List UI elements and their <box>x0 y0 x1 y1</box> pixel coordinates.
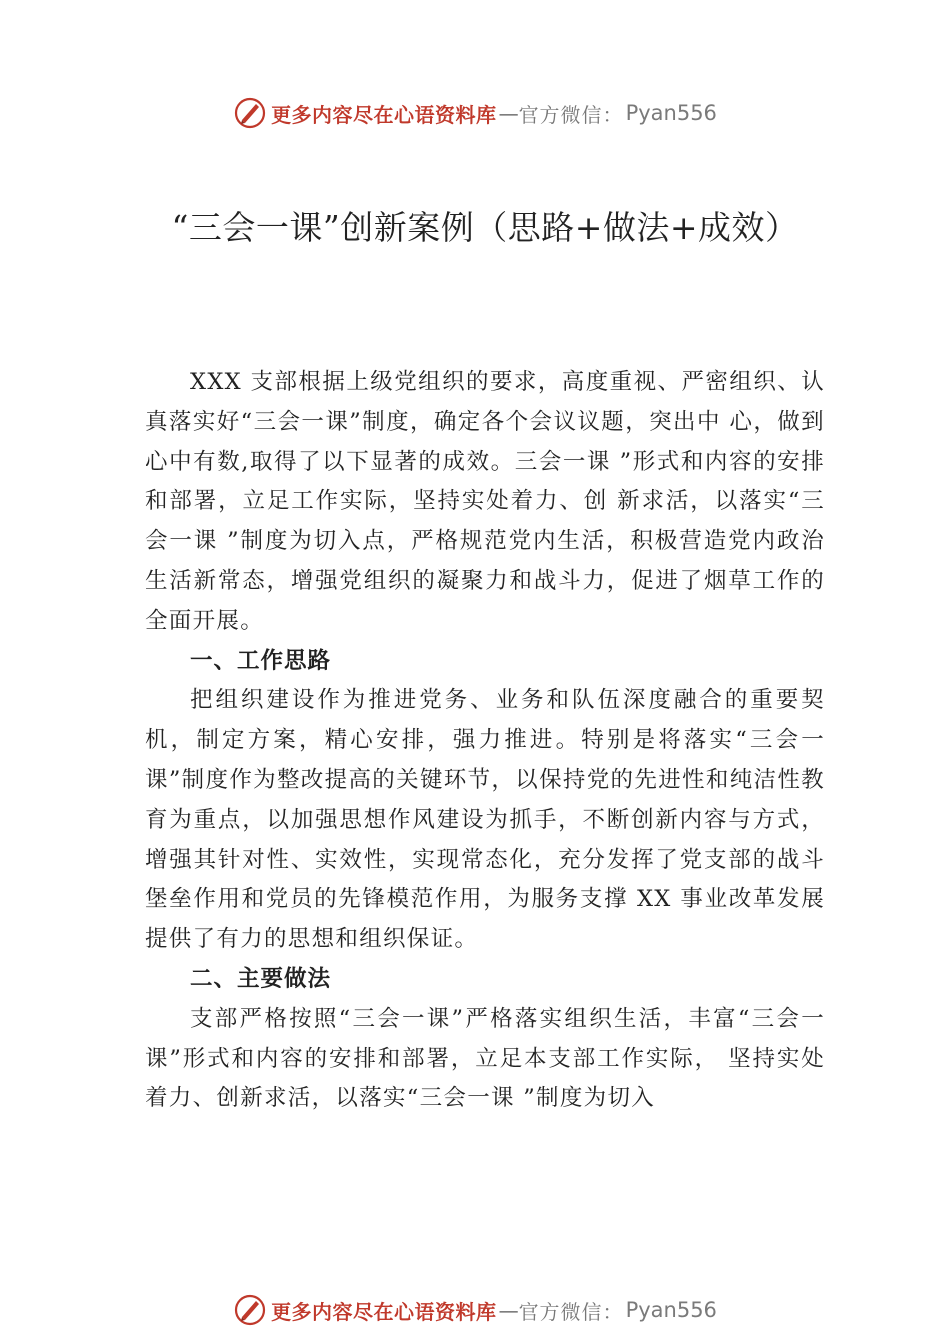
brand-logo-icon <box>233 1293 267 1327</box>
banner-text: 更多内容尽在心语资料库 <box>271 102 497 127</box>
intro-paragraph: XXX 支部根据上级党组织的要求，高度重视、严密组织、认真落实好“三会一课”制度，确定各个会议议题，突出中 心，做到心中有数,取得了以下显著的成效。三会一课 ”形式和内容的安排和部署，立足工作实际，坚持实处着力、创 新求活，以落实“三会一课 ”制度为切入点，严格规范党内生活，积极营造党内政治生活新常态，增强党组织的凝聚力和战斗力，促进了烟草工作的全面开展。 <box>145 369 825 634</box>
header-banner <box>0 93 950 133</box>
section-heading-work-ideas: 一、工作思路 <box>190 647 332 674</box>
banner-separator: — <box>498 1298 519 1322</box>
banner-wechat-id: Pyan556 <box>625 101 717 125</box>
banner-contact-label: 官方微信： <box>518 102 624 127</box>
brand-logo-icon <box>233 96 267 130</box>
document-title: “三会一课”创新案例（思路+做法+成效） <box>171 208 799 247</box>
banner-text: 更多内容尽在心语资料库 <box>271 1299 497 1324</box>
footer-banner <box>0 1290 950 1330</box>
banner-wechat-id: Pyan556 <box>625 1298 717 1322</box>
section-heading-main-practices: 二、主要做法 <box>190 965 332 992</box>
banner-separator: — <box>498 101 519 125</box>
banner-contact-label: 官方微信： <box>518 1299 624 1324</box>
document-body <box>145 363 825 1119</box>
section-paragraph-main-practices: 支部严格按照“三会一课”严格落实组织生活，丰富“三会一课”形式和内容的安排和部署，立足本支部工作实际， 坚持实处着力、创新求活，以落实“三会一课 ”制度为切入 <box>145 1005 825 1112</box>
section-paragraph-work-ideas: 把组织建设作为推进党务、业务和队伍深度融合的重要契机，制定方案，精心安排，强力推进。特别是将落实“三会一课”制度作为整改提高的关键环节，以保持党的先进性和纯洁性教育为重点，以加强思想作风建设为抓手，不断创新内容与方式，增强其针对性、实效性，实现常态化，充分发挥了党支部的战斗堡垒作用和党员的先锋模范作用，为服务支撑 XX 事业改革发展提供了有力的思想和组织保证。 <box>145 687 825 953</box>
